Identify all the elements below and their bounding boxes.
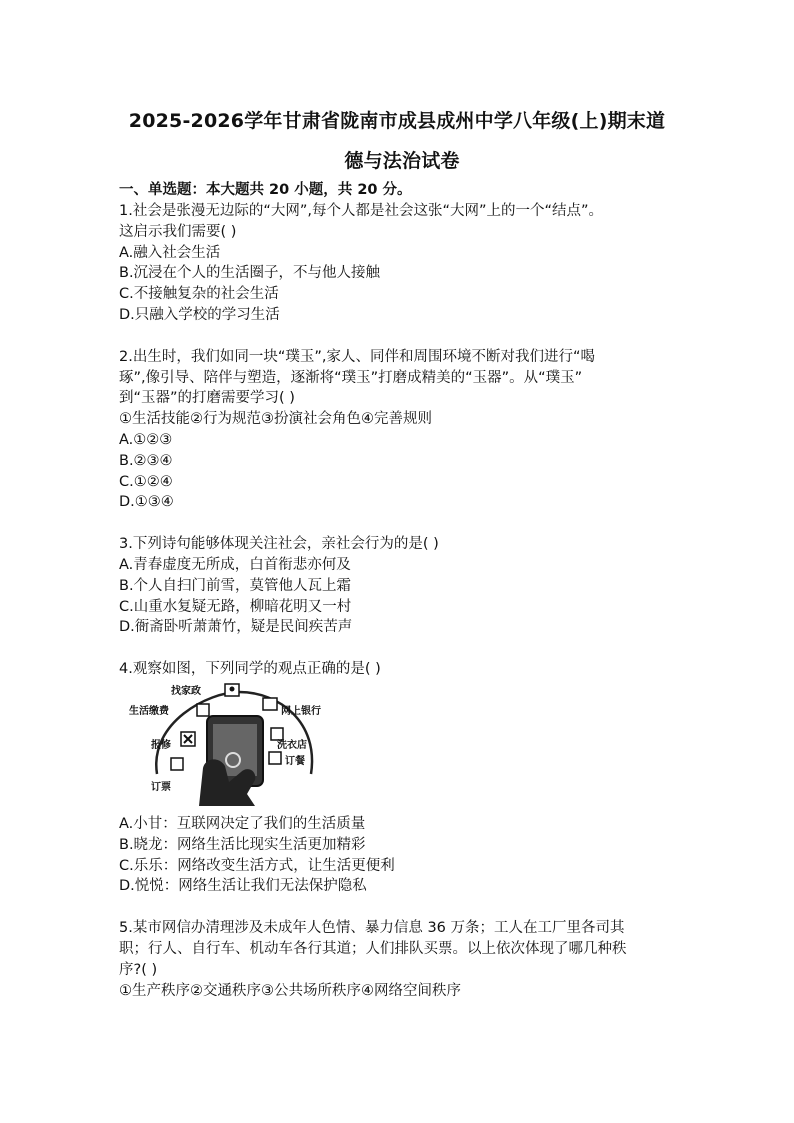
question-1 bbox=[119, 201, 689, 326]
question-5-choices: ①生产秩序②交通秩序③公共场所秩序④网络空间秩序 bbox=[119, 982, 461, 999]
label-housekeeping: 找家政 bbox=[171, 685, 201, 697]
question-1-stem: 这启示我们需要( ) bbox=[119, 223, 237, 240]
question-1-option-d: D.只融入学校的学习生活 bbox=[119, 306, 280, 323]
label-order-food: 订餐 bbox=[285, 755, 305, 767]
question-4-option-a: A.小甘：互联网决定了我们的生活质量 bbox=[119, 815, 366, 832]
question-3-option-c: C.山重水复疑无路，柳暗花明又一村 bbox=[119, 598, 352, 615]
question-4-option-b: B.晓龙：网络生活比现实生活更加精彩 bbox=[119, 836, 366, 853]
question-2-stem: 2.出生时，我们如同一块“璞玉”,家人、同伴和周围环境不断对我们进行“喝 bbox=[119, 348, 595, 365]
exam-title-line-2: 德与法治试卷 bbox=[344, 150, 460, 172]
question-2 bbox=[119, 347, 689, 513]
question-3-stem: 3.下列诗句能够体现关注社会，亲社会行为的是( ) bbox=[119, 536, 439, 553]
question-3-option-a: A.青春虚度无所成，白首衔悲亦何及 bbox=[119, 556, 351, 573]
question-2-option-c: C.①②④ bbox=[119, 473, 173, 490]
question-1-option-b: B.沉浸在个人的生活圈子，不与他人接触 bbox=[119, 265, 381, 282]
question-4 bbox=[119, 659, 689, 897]
section-heading: 一、单选题：本大题共 20 小题，共 20 分。 bbox=[119, 182, 412, 198]
question-2-stem: 到“玉器”的打磨需要学习( ) bbox=[119, 390, 295, 407]
question-5 bbox=[119, 918, 689, 1001]
question-5-stem: 职；行人、自行车、机动车各行其道；人们排队买票。以上依次体现了哪几种秩 bbox=[119, 940, 627, 957]
question-3-option-d: D.衙斋卧听萧萧竹，疑是民间疾苦声 bbox=[119, 619, 353, 636]
laundry-icon bbox=[271, 728, 283, 740]
question-1-option-a: A.融入社会生活 bbox=[119, 244, 221, 261]
question-3 bbox=[119, 534, 689, 638]
label-tickets: 订票 bbox=[151, 781, 171, 793]
label-repair: 报修 bbox=[151, 739, 171, 751]
question-2-option-b: B.②③④ bbox=[119, 452, 173, 469]
question-3-option-b: B.个人自扫门前雪，莫管他人瓦上霜 bbox=[119, 577, 352, 594]
question-2-stem: 琢”,像引导、陪伴与塑造，逐渐将“璞玉”打磨成精美的“玉器”。从“璞玉” bbox=[119, 369, 583, 386]
question-2-option-a: A.①②③ bbox=[119, 431, 173, 448]
exam-title-line-1: 2025-2026学年甘肃省陇南市成县成州中学八年级(上)期末道 bbox=[128, 110, 666, 132]
question-2-choices: ①生活技能②行为规范③扮演社会角色④完善规则 bbox=[119, 411, 432, 428]
label-online-bank: 网上银行 bbox=[281, 705, 321, 717]
online-bank-icon bbox=[263, 698, 277, 710]
question-1-stem: 1.社会是张漫无边际的“大网”,每个人都是社会这张“大网”上的一个“结点”。 bbox=[119, 203, 604, 219]
question-5-stem: 序?( ) bbox=[119, 961, 158, 978]
question-1-option-c: C.不接触复杂的社会生活 bbox=[119, 286, 279, 303]
internet-services-figure bbox=[129, 682, 335, 806]
label-laundry: 洗衣店 bbox=[277, 739, 307, 751]
tickets-icon bbox=[171, 758, 183, 770]
utilities-icon bbox=[197, 704, 209, 716]
order-food-icon bbox=[269, 752, 281, 764]
question-4-option-c: C.乐乐：网络改变生活方式，让生活更便利 bbox=[119, 857, 395, 874]
exam-content bbox=[119, 180, 689, 1001]
question-4-stem: 4.观察如图，下列同学的观点正确的是( ) bbox=[119, 661, 381, 678]
question-4-option-d: D.悦悦：网络生活让我们无法保护隐私 bbox=[119, 878, 367, 895]
label-utilities: 生活缴费 bbox=[129, 705, 169, 717]
question-2-option-d: D.①③④ bbox=[119, 494, 174, 511]
question-5-stem: 5.某市网信办清理涉及未成年人色情、暴力信息 36 万条；工人在工厂里各司其 bbox=[119, 920, 625, 937]
